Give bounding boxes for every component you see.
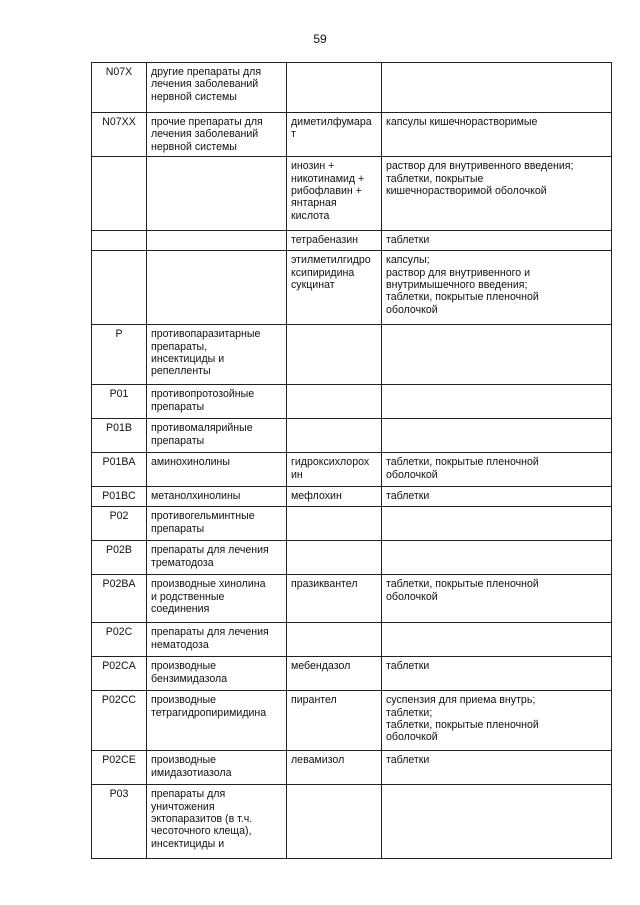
table-row: [92, 251, 612, 325]
group-cell: другие препараты для лечения заболеваний нервной системы: [147, 63, 287, 113]
table-row: [92, 623, 612, 657]
code-cell: N07X: [92, 63, 147, 113]
drug-cell: пирантел: [287, 691, 382, 751]
code-cell: [92, 231, 147, 251]
drug-cell: [287, 507, 382, 541]
form-cell: таблетки: [382, 657, 612, 691]
form-cell: [382, 325, 612, 385]
drug-cell: [287, 623, 382, 657]
table-body: [92, 63, 612, 859]
group-cell: прочие препараты для лечения заболеваний нервной системы: [147, 113, 287, 157]
form-cell: [382, 63, 612, 113]
form-cell: [382, 419, 612, 453]
form-cell: [382, 785, 612, 859]
group-cell: [147, 157, 287, 231]
group-cell: производные бензимидазола: [147, 657, 287, 691]
drug-cell: [287, 63, 382, 113]
code-cell: P02CE: [92, 751, 147, 785]
form-cell: [382, 507, 612, 541]
group-cell: производные имидазотиазола: [147, 751, 287, 785]
group-cell: противомалярийные препараты: [147, 419, 287, 453]
drug-cell: мефлохин: [287, 487, 382, 507]
code-cell: P02CA: [92, 657, 147, 691]
code-cell: P02C: [92, 623, 147, 657]
form-cell: таблетки: [382, 231, 612, 251]
form-cell: таблетки: [382, 751, 612, 785]
form-cell: раствор для внутривенного введения; таблетки, покрытые кишечнорастворимой оболочкой: [382, 157, 612, 231]
drug-cell: [287, 385, 382, 419]
code-cell: P01BC: [92, 487, 147, 507]
group-cell: производные хинолина и родственные соединения: [147, 575, 287, 623]
form-cell: [382, 623, 612, 657]
code-cell: P01BA: [92, 453, 147, 487]
group-cell: метанолхинолины: [147, 487, 287, 507]
group-cell: препараты для уничтожения эктопаразитов (в т.ч. чесоточного клеща), инсектициды и: [147, 785, 287, 859]
group-cell: препараты для лечения нематодоза: [147, 623, 287, 657]
drug-cell: [287, 325, 382, 385]
group-cell: производные тетрагидропиримидина: [147, 691, 287, 751]
table-row: [92, 453, 612, 487]
form-cell: капсулы кишечнорастворимые: [382, 113, 612, 157]
drug-cell: диметилфумара т: [287, 113, 382, 157]
group-cell: противопротозойные препараты: [147, 385, 287, 419]
drug-cell: [287, 419, 382, 453]
table-row: [92, 751, 612, 785]
table-row: [92, 157, 612, 231]
code-cell: P01: [92, 385, 147, 419]
code-cell: [92, 157, 147, 231]
code-cell: [92, 251, 147, 325]
page-number: 59: [313, 32, 327, 46]
code-cell: P02: [92, 507, 147, 541]
drug-cell: празиквантел: [287, 575, 382, 623]
drug-cell: [287, 541, 382, 575]
table-row: [92, 113, 612, 157]
table-row: [92, 785, 612, 859]
table-row: [92, 691, 612, 751]
code-cell: P: [92, 325, 147, 385]
code-cell: N07XX: [92, 113, 147, 157]
table-row: [92, 541, 612, 575]
group-cell: аминохинолины: [147, 453, 287, 487]
table-row: [92, 385, 612, 419]
form-cell: таблетки, покрытые пленочной оболочкой: [382, 453, 612, 487]
form-cell: капсулы; раствор для внутривенного и внутримышечного введения; таблетки, покрытые пленочной оболочкой: [382, 251, 612, 325]
code-cell: P02BA: [92, 575, 147, 623]
table-row: [92, 325, 612, 385]
drug-cell: тетрабеназин: [287, 231, 382, 251]
form-cell: [382, 385, 612, 419]
table-row: [92, 575, 612, 623]
drug-cell: [287, 785, 382, 859]
drug-cell: этилметилгидро ксипиридина сукцинат: [287, 251, 382, 325]
drug-cell: мебендазол: [287, 657, 382, 691]
table-row: [92, 507, 612, 541]
group-cell: [147, 251, 287, 325]
group-cell: противопаразитарные препараты, инсектициды и репелленты: [147, 325, 287, 385]
drug-cell: гидроксихлорох ин: [287, 453, 382, 487]
drug-cell: инозин + никотинамид + рибофлавин + янтарная кислота: [287, 157, 382, 231]
table-row: [92, 231, 612, 251]
form-cell: таблетки, покрытые пленочной оболочкой: [382, 575, 612, 623]
table-row: [92, 487, 612, 507]
group-cell: препараты для лечения трематодоза: [147, 541, 287, 575]
code-cell: P02CC: [92, 691, 147, 751]
form-cell: [382, 541, 612, 575]
form-cell: суспензия для приема внутрь; таблетки; таблетки, покрытые пленочной оболочкой: [382, 691, 612, 751]
code-cell: P02B: [92, 541, 147, 575]
table-row: [92, 419, 612, 453]
form-cell: таблетки: [382, 487, 612, 507]
drug-cell: левамизол: [287, 751, 382, 785]
group-cell: [147, 231, 287, 251]
table-row: [92, 63, 612, 113]
table-row: [92, 657, 612, 691]
drug-classification-table: [91, 62, 612, 859]
code-cell: P01B: [92, 419, 147, 453]
group-cell: противогельминтные препараты: [147, 507, 287, 541]
code-cell: P03: [92, 785, 147, 859]
